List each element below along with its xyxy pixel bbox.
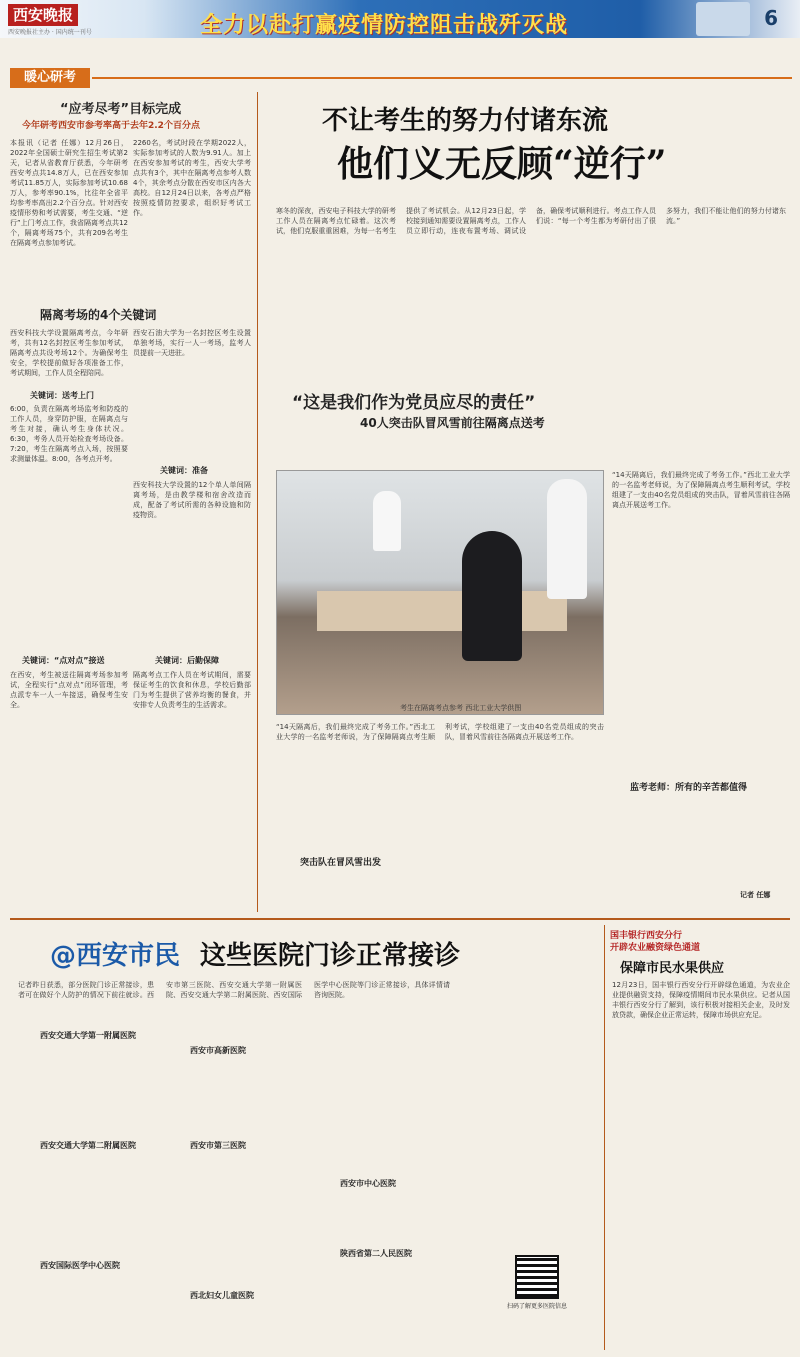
hospital-3: 西安国际医学中心医院 <box>40 1261 120 1270</box>
story1-body1: 本报讯（记者 任娜）12月26日，2022年全国硕士研究生招生考试第2天，记者从省教育厅获悉，今年研考西安考点共14.8万人，已在西安参加考试11.85万人，实际参加考试10.68万人，参考率90.1%，比往年全省平均参考率高出2.2个百分点。针对西安疫情形势和考试需要，考生交通、“逆行”上门考点工作，我省隔离考点共12个，隔离考场75个，共有209名考生在隔离考点参加考试。 <box>10 139 128 247</box>
story3-subhead-1: 突击队在冒风雪出发 <box>300 858 382 868</box>
photo-staff-background <box>373 491 401 551</box>
photo-caption: 考生在隔离考点参考 西北工业大学供图 <box>400 704 522 712</box>
hospital-7: 陕西省第二人民医院 <box>340 1249 412 1258</box>
story1-body5: 在西安，考生被送往隔离考场参加考试，全程实行“点对点”闭环管理，考点派专车一人一车接送，确保考生安全。 <box>10 671 128 709</box>
masthead-photo <box>696 2 750 36</box>
story3-body-continued: “14天隔离后，我们最终完成了考务工作。”西北工业大学的一名监考老师说，为了保障隔离点考生顺利考试，学校组建了一支由40名党员组成的突击队，冒着风雪前往各隔离点开展送考工作。 <box>612 471 790 509</box>
news-photo <box>276 470 604 715</box>
column-divider <box>257 92 258 912</box>
story2-title-line2: 他们义无反顾“逆行” <box>337 143 667 185</box>
story2-banner <box>262 92 792 192</box>
story3-title: “这是我们作为党员应尽的责任” <box>292 393 536 413</box>
story3-subtitle: 40人突击队冒风雪前往隔离点送考 <box>360 416 545 430</box>
masthead-headline: 全力以赴打赢疫情防控阻击战歼灭战 <box>200 13 569 38</box>
section-divider <box>92 77 792 79</box>
qr-code[interactable] <box>515 1255 559 1299</box>
story-author: 记者 任娜 <box>740 891 771 899</box>
story1-body7: 西安科技大学设置的12个单人单间隔离考场，是由教学楼和宿舍改造而成，配备了考试所需的各种设施和防疫物资。 <box>133 481 251 519</box>
qr-label: 扫码了解更多医院信息 <box>506 1303 567 1310</box>
section2-body: 记者昨日获悉，部分医院门诊正常接诊，患者可在做好个人防护的情况下前往就诊。西安市第三医院、西安交通大学第一附属医院、西安交通大学第二附属医院、西安国际医学中心医院等门诊正常接诊，具体详情请咨询医院。 <box>18 981 450 999</box>
masthead <box>0 0 800 38</box>
photo-desk <box>317 591 567 631</box>
hospital-1: 西安交通大学第一附属医院 <box>40 1031 136 1040</box>
story1-title: “应考尽考”目标完成 <box>60 102 182 117</box>
keyword-4: 关键词：后勤保障 <box>155 656 219 665</box>
hospital-6: 西安市中心医院 <box>340 1179 396 1188</box>
story1-body3: 西安科技大学设置隔离考点，今年研考，共有12名封控区考生参加考试，隔离考点共设考场12个。为确保考生安全，学校提前做好各项准备工作，考试期间，工作人员全程陪同。 <box>10 329 128 377</box>
sidebar-kicker: 国丰银行西安分行 开辟农业融资绿色通道 <box>610 931 701 953</box>
story2-body: 寒冬的深夜，西安电子科技大学的研考工作人员在隔离考点忙碌着。这次考试，他们克服重重困难，为每一名考生提供了考试机会。从12月23日起，学校接到通知需要设置隔离考点，工作人员立即行动，连夜布置考场、调试设备，确保考试顺利进行。考点工作人员们说：“每一个考生都为考研付出了很多努力，我们不能让他们的努力付诸东流。” <box>276 207 786 235</box>
hospital-2: 西安交通大学第二附属医院 <box>40 1141 136 1150</box>
sidebar-headline: 保障市民水果供应 <box>620 961 725 976</box>
keyword-2: 关键词：“点对点”接送 <box>22 656 105 665</box>
story1-body6: 西安石油大学为一名封控区考生设置单独考场，实行一人一考场，监考人员提前一天进驻。 <box>133 329 251 357</box>
logo-subtitle: 西安晚报社主办 · 国内统一刊号 <box>8 29 92 36</box>
page-number: 6 <box>764 6 778 30</box>
hospital-8: 西北妇女儿童医院 <box>190 1291 254 1300</box>
story2-title-line1: 不让考生的努力付诸东流 <box>322 106 609 136</box>
keyword-3: 关键词：准备 <box>160 466 208 475</box>
section-tag: 暖心研考 <box>10 68 90 88</box>
section2-title: 这些医院门诊正常接诊 <box>200 941 461 971</box>
story1-subtitle: 今年研考西安市参考率高于去年2.2个百分点 <box>22 121 200 131</box>
keyword-1: 关键词：送考上门 <box>30 391 94 400</box>
story3-subhead-2: 监考老师：所有的辛苦都值得 <box>630 783 748 793</box>
newspaper-logo: 西安晚报 <box>8 4 78 26</box>
story1-body4: 6:00，负责在隔离考场监考和防疫的工作人员，身穿防护服，在隔离点与考生对接，确认考生身体状况。6:30，考务人员开始检查考场设备。7:20，考生在隔离考点入场，按照要求测量体温。8:00，各考点开考。 <box>10 405 128 463</box>
sidebar-divider <box>604 925 605 1350</box>
photo-staff <box>547 479 587 599</box>
story1-body2: 2260名，考试时段在学期2022人，实际参加考试的人数为9.91人。加上在西安参加考试的考生，西安大学考点共有3个，其中在隔离考点参考人数4个，其余考点分散在西安市区内各大高校。自12月24日以来，各考点严格按照疫情防控要求，组织好考试工作。 <box>133 139 251 217</box>
story1-body8: 隔离考点工作人员在考试期间，需要保证考生的饮食和休息，学校后勤部门为考生提供了营养均衡的餐食，并安排专人负责考生的生活需求。 <box>133 671 251 709</box>
section2-title-blue: @西安市民 <box>50 941 181 971</box>
sidebar-body: 12月23日，国丰银行西安分行开辟绿色通道，为农业企业提供融资支持，保障疫情期间市民水果供应。记者从国丰银行西安分行了解到，该行积极对接相关企业，及时发放贷款，确保企业正常运转，保障市场供应充足。 <box>612 981 790 1019</box>
section-divider-horizontal <box>10 918 790 920</box>
story1-section-heading: 隔离考场的4个关键词 <box>40 308 157 322</box>
hospital-4: 西安市高新医院 <box>190 1046 246 1055</box>
story3-body: “14天隔离后，我们最终完成了考务工作。”西北工业大学的一名监考老师说，为了保障隔离点考生顺利考试，学校组建了一支由40名党员组成的突击队，冒着风雪前往各隔离点开展送考工作。 <box>276 723 604 741</box>
hospital-5: 西安市第三医院 <box>190 1141 246 1150</box>
photo-student <box>462 531 522 661</box>
